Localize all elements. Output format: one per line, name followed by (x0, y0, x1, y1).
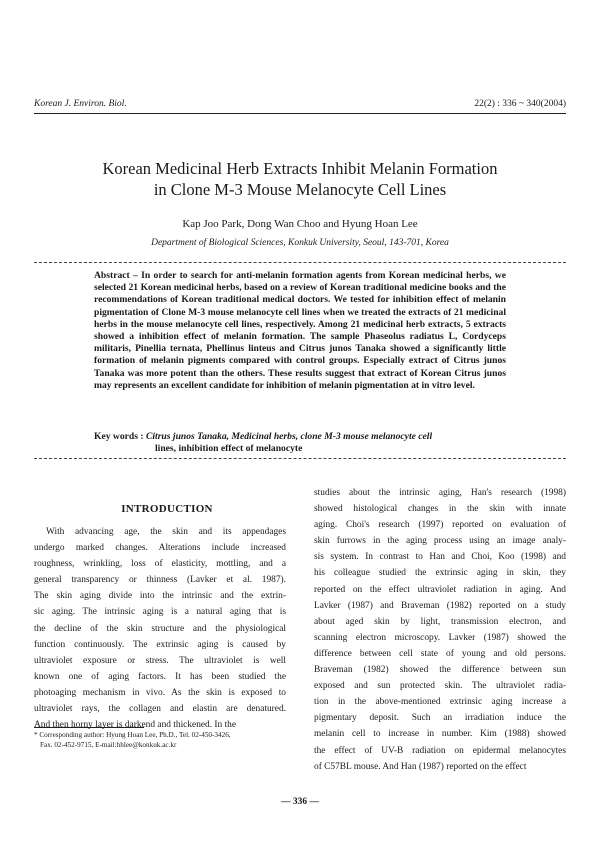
text-line: tion in the above-mentioned extrinsic aging increase a (314, 697, 566, 708)
text-line: about aged skin by light, transmission electron, and (314, 616, 566, 627)
text-line: exposed and sun protected skin. The ultraviolet radia- (314, 681, 566, 692)
footnote-line-2: Fax. 02-452-9715, E-mail:hhlee@konkuk.ac.kr (40, 740, 177, 749)
footnote (34, 731, 294, 750)
text-line: his colleague studied the extrinsic aging in skin, they (314, 568, 566, 579)
page-number: — 336 — (281, 797, 319, 807)
text-line: aging. Choi's research (1997) reported on evaluation of (314, 520, 566, 531)
text-line: of C57BL mouse. And Han (1987) reported on the effect (314, 761, 527, 772)
footnote-rule (34, 727, 144, 728)
text-line: sic aging. The intrinsic aging is a natural aging that is (34, 607, 286, 618)
text-line: difference between cell state of young and old persons. (314, 648, 566, 659)
right-column (314, 485, 566, 775)
text-line: Braveman (1982) showed the difference between sun (314, 665, 566, 676)
text-line: scanning electron microscopy. Lavker (1987) showed the (314, 632, 566, 643)
keywords-label: Key words : (94, 431, 144, 442)
author-list: Kap Joo Park, Dong Wan Choo and Hyung Hoan Lee (182, 218, 418, 230)
journal-citation: 22(2) : 336 ~ 340(2004) (474, 99, 566, 109)
text-line: Lavker (1987) and Braveman (1982) reported on a study (314, 600, 566, 611)
abstract-bottom-rule (34, 458, 566, 459)
text-line: undergo marked changes. Alterations include increased (34, 543, 286, 554)
paper-title (60, 158, 540, 200)
text-line: sis system. In contrast to Han and Choi, Koo (1998) and (314, 552, 566, 563)
keywords-line-2: lines, inhibition effect of melanocyte (155, 443, 303, 455)
text-line: the decline of the skin structure and the physiological (34, 623, 286, 634)
text-line: function continuously. The extrinsic aging is caused by (34, 639, 286, 650)
text-line: studies about the intrinsic aging, Han's research (1998) (314, 488, 566, 498)
left-column (34, 524, 286, 733)
affiliation: Department of Biological Sciences, Konkuk University, Seoul, 143-701, Korea (151, 238, 449, 248)
journal-name: Korean J. Environ. Biol. (34, 99, 127, 109)
text-line: general transparency or thinness (Lavker et al. 1987). (34, 575, 286, 586)
text-line: photoaging mechanism in vivo. As the skin is exposed to (34, 687, 286, 698)
text-line: And then horny layer is darkend and thickened. In the (34, 720, 237, 731)
abstract-top-rule (34, 262, 566, 263)
keywords-line-1: Citrus junos Tanaka, Medicinal herbs, clone M-3 mouse melanocyte cell (145, 431, 433, 442)
text-line: ultraviolet rays, the collagen and elastin are denatured. (34, 704, 286, 715)
abstract-text: In order to search for anti-melanin formation agents from Korean medicinal herbs, we selected 21 Korean medicinal herbs, based on a review of Korean traditional medicine books and the recommendations of Korean traditional medical doctors. We tested for inhibition effect of melanin pigmentation of Clone M-3 mouse melanocyte cell lines when we treated the extracts of 21 medicinal herbs in the mouse melanocyte cell lines, respectively. Among 21 medicinal herb extracts, 5 extracts showed a inhibition effect of melanin formation. The sample Phaseolus radiatus L, Cordyceps militaris, Pinellia ternata, Phellinus linteus and Citrus junos Tanaka showed a significantly little formation of melanin pigments compared with control groups. Especially extract of Citrus junos Tanaka was more potent than the others. These results suggest that extract of Korean Citrus junos may represents an excellent candidate for inhibition of melanin pigmentation at in vitro level. (94, 270, 506, 391)
abstract: Abstract – In order to search for anti-melanin formation agents from Korean medicinal herbs, we selected 21 Korean medicinal herbs, based on a review of Korean traditional medicine books and the recommendations of Korean traditional medical doctors. We tested for inhibition effect of melanin pigmentation of Clone M-3 mouse melanocyte cell lines when we treated the extracts of 21 medicinal herbs in the mouse melanocyte cell lines, respectively. Among 21 medicinal herb extracts, 5 extracts showed a inhibition effect of melanin formation. The sample Phaseolus radiatus L, Cordyceps militaris, Pinellia ternata, Phellinus linteus and Citrus junos Tanaka showed a significantly little formation of melanin pigments compared with control groups. Especially extract of Citrus junos Tanaka was more potent than the others. These results suggest that extract of Korean Citrus junos may represents an excellent candidate for inhibition of melanin pigmentation at in vitro level. (94, 270, 506, 391)
text-line: showed histological changes in the skin with innate (314, 504, 566, 515)
text-line: skin furrows in the aging process using an image analy- (314, 536, 566, 547)
title-line-2: in Clone M-3 Mouse Melanocyte Cell Lines (153, 180, 447, 199)
text-line: roughness, wrinkling, loss of elasticity, mottling, and a (34, 559, 286, 570)
text-line: ultraviolet exposure or stress. The ultraviolet is well (34, 655, 286, 666)
text-line: known one of aging factors. It has been studied the (34, 671, 286, 682)
text-line: melanin cell to increase in number. Kim (1988) showed (314, 729, 566, 740)
title-line-1: Korean Medicinal Herb Extracts Inhibit Melanin Formation (102, 159, 498, 178)
text-line: the effect of UV-B radiation on epidermal melanocytes (314, 745, 566, 756)
text-line: The skin aging divide into the intrinsic and the extrin- (34, 591, 286, 602)
text-line: With advancing age, the skin and its appendages (46, 527, 286, 537)
header-rule (34, 113, 566, 114)
section-heading: INTRODUCTION (121, 503, 213, 515)
text-line: reported on the effect ultraviolet radiation in aging. And (314, 584, 566, 595)
footnote-line-1: * Corresponding author: Hyung Hoan Lee, Ph.D., Tel. 02-450-3426, (34, 731, 231, 739)
abstract-label: Abstract (94, 270, 130, 281)
keywords (94, 431, 506, 455)
text-line: pigmentary deposit. Such an irradiation induce the (314, 713, 566, 724)
